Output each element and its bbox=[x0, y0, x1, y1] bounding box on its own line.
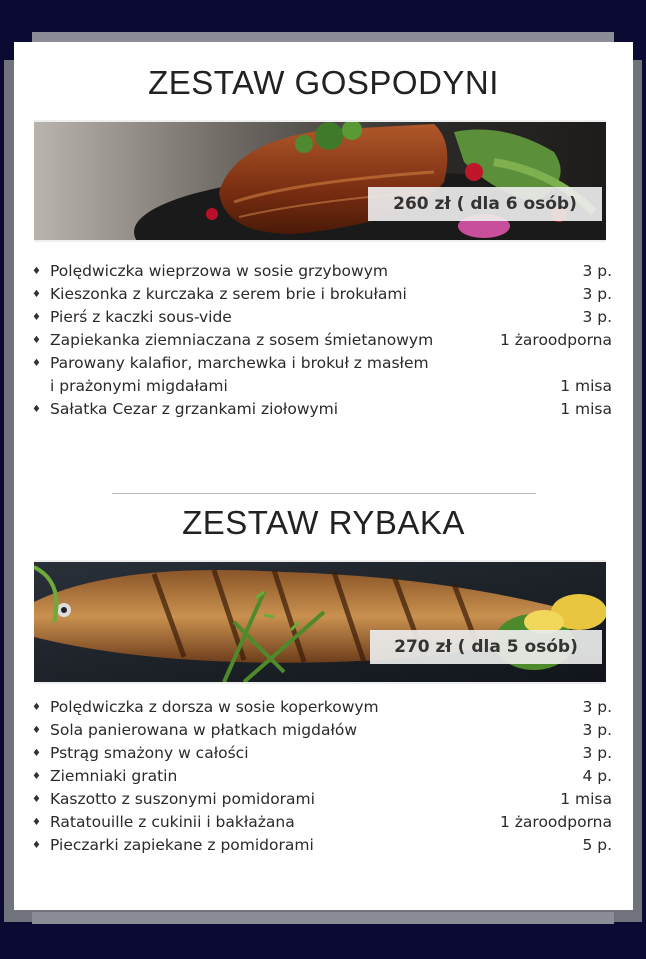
list-item bbox=[32, 765, 612, 788]
bullet-icon: ♦ bbox=[32, 358, 41, 369]
set-title-gospodyni: ZESTAW GOSPODYNI bbox=[148, 64, 499, 101]
item-name: Ratatouille z cukinii i bakłażana bbox=[50, 813, 295, 831]
bullet-icon: ♦ bbox=[32, 404, 41, 415]
bullet-icon: ♦ bbox=[32, 312, 41, 323]
bullet-icon: ♦ bbox=[32, 748, 41, 759]
item-qty: 1 misa bbox=[560, 400, 612, 418]
item-qty: 1 misa bbox=[560, 790, 612, 808]
price-badge-rybaka: 270 zł ( dla 5 osób) bbox=[370, 630, 602, 664]
item-name-continued: i prażonymi migdałami bbox=[50, 377, 228, 395]
menu-list-rybaka bbox=[32, 696, 612, 857]
list-item bbox=[32, 834, 612, 857]
item-name: Pstrąg smażony w całości bbox=[50, 744, 249, 762]
item-qty: 1 żaroodporna bbox=[499, 813, 612, 831]
price-badge-gospodyni: 260 zł ( dla 6 osób) bbox=[368, 187, 602, 221]
list-item bbox=[32, 398, 612, 421]
list-item bbox=[32, 283, 612, 306]
bullet-icon: ♦ bbox=[32, 266, 41, 277]
item-qty: 3 p. bbox=[582, 721, 612, 739]
frame-bottom-tab bbox=[32, 912, 614, 924]
item-qty: 3 p. bbox=[582, 285, 612, 303]
list-item bbox=[32, 352, 612, 398]
item-qty: 3 p. bbox=[582, 308, 612, 326]
bullet-icon: ♦ bbox=[32, 702, 41, 713]
item-qty: 4 p. bbox=[582, 767, 612, 785]
list-item bbox=[32, 306, 612, 329]
item-name: Parowany kalafior, marchewka i brokuł z masłem bbox=[50, 354, 429, 372]
bullet-icon: ♦ bbox=[32, 335, 41, 346]
item-qty: 3 p. bbox=[582, 744, 612, 762]
item-qty: 3 p. bbox=[582, 262, 612, 280]
bullet-icon: ♦ bbox=[32, 771, 41, 782]
bullet-icon: ♦ bbox=[32, 817, 41, 828]
list-item bbox=[32, 719, 612, 742]
menu-page bbox=[14, 42, 633, 910]
list-item bbox=[32, 329, 612, 352]
item-name: Polędwiczka wieprzowa w sosie grzybowym bbox=[50, 262, 388, 280]
item-qty: 5 p. bbox=[582, 836, 612, 854]
item-qty: 1 misa bbox=[560, 377, 612, 395]
item-name: Ziemniaki gratin bbox=[50, 767, 178, 785]
section-divider bbox=[112, 493, 536, 494]
bullet-icon: ♦ bbox=[32, 725, 41, 736]
menu-list-gospodyni bbox=[32, 260, 612, 421]
list-item bbox=[32, 260, 612, 283]
grilled-fish-dish-image bbox=[34, 560, 606, 684]
item-name: Pieczarki zapiekane z pomidorami bbox=[50, 836, 314, 854]
item-qty: 1 żaroodporna bbox=[499, 331, 612, 349]
list-item bbox=[32, 788, 612, 811]
item-name: Kaszotto z suszonymi pomidorami bbox=[50, 790, 315, 808]
item-name: Pierś z kaczki sous-vide bbox=[50, 308, 232, 326]
item-name: Kieszonka z kurczaka z serem brie i brokułami bbox=[50, 285, 407, 303]
item-qty: 3 p. bbox=[582, 698, 612, 716]
list-item bbox=[32, 696, 612, 719]
item-name: Polędwiczka z dorsza w sosie koperkowym bbox=[50, 698, 379, 716]
set-title-rybaka: ZESTAW RYBAKA bbox=[182, 504, 465, 541]
item-name: Sałatka Cezar z grzankami ziołowymi bbox=[50, 400, 339, 418]
bullet-icon: ♦ bbox=[32, 289, 41, 300]
duck-dish-illustration bbox=[34, 122, 606, 240]
duck-breast-dish-image bbox=[34, 120, 606, 242]
list-item bbox=[32, 742, 612, 765]
item-name: Sola panierowana w płatkach migdałów bbox=[50, 721, 358, 739]
bullet-icon: ♦ bbox=[32, 840, 41, 851]
list-item bbox=[32, 811, 612, 834]
item-name: Zapiekanka ziemniaczana z sosem śmietanowym bbox=[50, 331, 434, 349]
fish-dish-illustration bbox=[34, 562, 606, 682]
bullet-icon: ♦ bbox=[32, 794, 41, 805]
